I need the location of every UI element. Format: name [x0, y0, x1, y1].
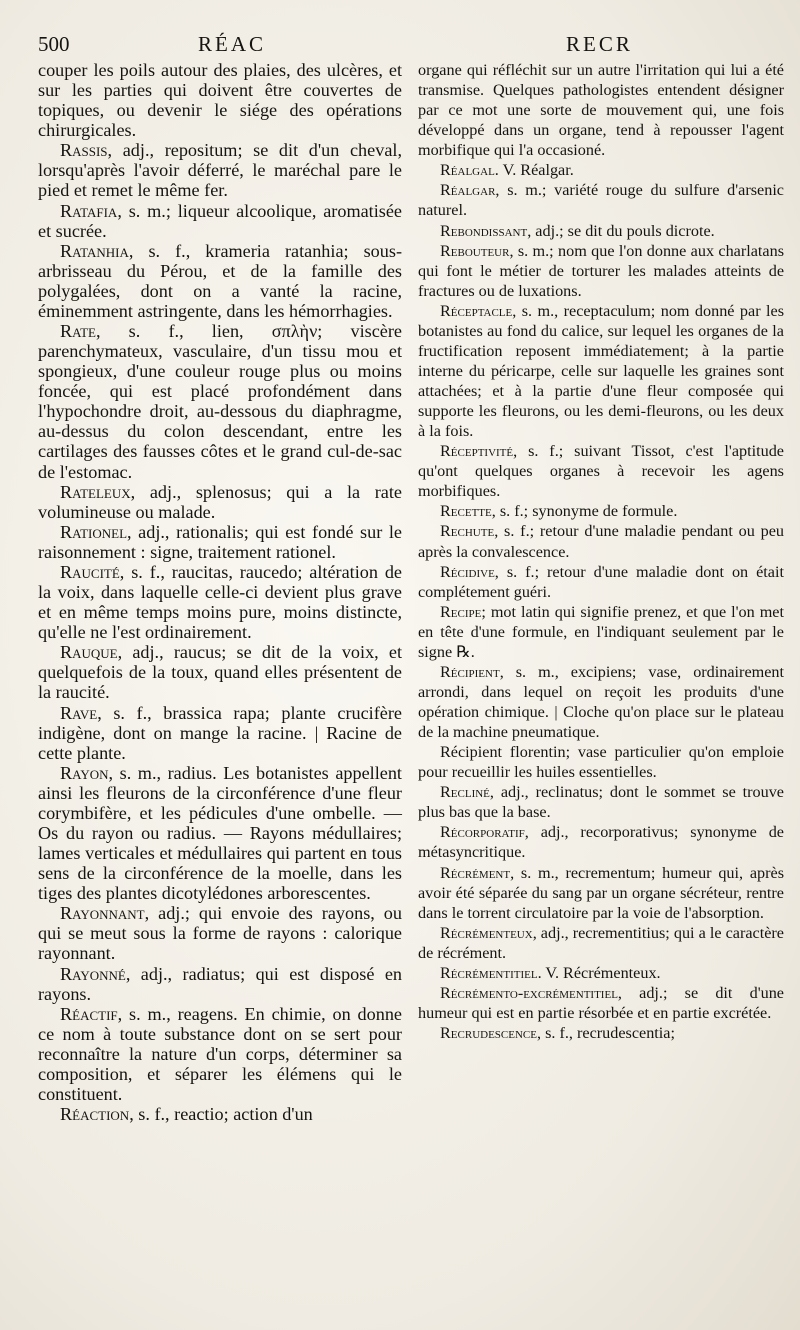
entry-definition: , s. f., krameria ratanhia; sous-arbrisseau du Pérou, et de la famille des polygalées, dont on a vanté la racine, éminemment astringente, dans les hémorrhagies.: [38, 240, 402, 321]
entry-definition: , s. f.; suivant Tissot, c'est l'aptitude qu'ont quelques organes à recevoir les agens morbifiques.: [418, 442, 784, 501]
left-column: [38, 60, 402, 1124]
entry-definition: , adj., repositum; se dit d'un cheval, lorsqu'après l'avoir déferré, le maréchal pare le pied et remet le même fer.: [38, 140, 402, 201]
entry-headword: Réalgar: [440, 181, 496, 200]
entry-headword: Rauque: [60, 642, 118, 663]
dictionary-entry: [38, 964, 402, 1004]
entry-headword: Rationel: [60, 521, 128, 542]
entry-definition: , s. m., reagens. En chimie, on donne ce nom à toute substance dont on se sert pour reconnaître la nature d'un corps, déterminer sa composition, et séparer les élémens qui le constituent.: [38, 1003, 402, 1104]
entry-definition: , adj., reclinatus; dont le sommet se trouve plus bas que la base.: [418, 783, 784, 822]
entry-definition: organe qui réfléchit sur un autre l'irritation qui lui a été transmise. Quelques pathologistes entendent désigner par ce mot une sorte de mouvement qui, une fois développé dans un organe, tend à repousser l'agent morbifique qui l'a occasioné.: [418, 61, 784, 160]
dictionary-entry: [38, 703, 402, 763]
entry-definition: , adj., recrementitius; qui a le caractère de récrément.: [418, 923, 784, 962]
entry-headword: Récrémento-excrémentitiel: [440, 983, 618, 1002]
entry-definition: , s. m.; liqueur alcoolique, aromatisée et sucrée.: [38, 200, 402, 241]
entry-headword: Récipient: [440, 662, 500, 681]
entry-headword: Récorporatif: [440, 823, 525, 842]
dictionary-entry: [418, 501, 784, 521]
dictionary-entry: [418, 521, 784, 561]
dictionary-entry: [418, 923, 784, 963]
entry-definition: . V. Réalgar.: [494, 161, 574, 180]
entry-definition: , adj., splenosus; qui a la rate volumineuse ou malade.: [38, 481, 402, 522]
dictionary-entry: [418, 441, 784, 501]
dictionary-entry: [38, 241, 402, 321]
entry-headword: Rate: [60, 321, 96, 342]
entry-definition: , adj., raucus; se dit de la voix, et quelquefois de la toux, quand elles présentent de la raucité.: [38, 642, 402, 703]
entry-definition: ; mot latin qui signifie prenez, et que l'on met en tête d'une formule, en l'indiquant seulement par le signe ℞.: [418, 602, 784, 661]
entry-headword: Rayon: [60, 762, 109, 783]
running-head-right: RECR: [566, 32, 633, 56]
entry-headword: Rave: [60, 702, 98, 723]
dictionary-entry: [418, 160, 784, 180]
entry-definition: , s. m., receptaculum; nom donné par les botanistes au fond du calice, sur lequel les organes de la fructification reposent immédiatement; à la partie interne du péricarpe, celle sur laquelle les graines sont attachées; et à la partie d'une fleur composée qui supporte les fleurons, ou les demi-fleurons, ou les deux à la fois.: [418, 301, 784, 441]
entry-definition: . V. Récrémenteux.: [537, 963, 661, 982]
entry-definition: , adj.; se dit d'une humeur qui est en partie résorbée et en partie excrétée.: [418, 983, 784, 1022]
dictionary-entry: [418, 241, 784, 301]
entry-headword: Rateleux: [60, 481, 131, 502]
entry-headword: Rebouteur: [440, 241, 510, 260]
entry-headword: Récidive: [440, 562, 495, 581]
entry-definition: , adj., radiatus; qui est disposé en rayons.: [38, 963, 402, 1004]
dictionary-entry: [38, 1104, 402, 1124]
dictionary-entry: [38, 1004, 402, 1104]
page-header: [38, 30, 778, 60]
dictionary-entry: [418, 662, 784, 742]
page-number: 500: [38, 32, 70, 56]
entry-definition: , adj.; qui envoie des rayons, ou qui se meut sous la forme de rayons : calorique rayonnant.: [38, 903, 402, 964]
entry-definition: , s. m., recrementum; humeur qui, après avoir été séparée du sang par un organe sécréteur, rentre dans le torrent circulatoire par la voie de l'absorption.: [418, 863, 784, 922]
dictionary-entry: [38, 642, 402, 702]
dictionary-entry: [418, 863, 784, 923]
entry-headword: Récrémentitiel: [440, 963, 538, 982]
dictionary-entry: [38, 903, 402, 963]
entry-headword: Réceptivité: [440, 442, 514, 461]
entry-definition: , s. f.; retour d'une maladie dont on était complétement guéri.: [418, 562, 784, 601]
entry-headword: Ratanhia: [60, 240, 129, 261]
entry-headword: Rayonnant: [60, 903, 145, 924]
entry-definition: , s. m.; variété rouge du sulfure d'arsenic naturel.: [418, 181, 784, 220]
dictionary-entry: [418, 562, 784, 602]
entry-headword: Récrément: [440, 863, 511, 882]
dictionary-entry: [38, 562, 402, 642]
entry-headword: Recliné: [440, 783, 490, 802]
entry-definition: , s. f., brassica rapa; plante crucifère indigène, dont on mange la racine. | Racine de cette plante.: [38, 702, 402, 763]
entry-definition: , s. f., raucitas, raucedo; altération de la voix, dans laquelle celle-ci devient plus grave et en même temps moins pure, moins distincte, qu'elle ne l'est ordinairement.: [38, 561, 402, 643]
right-column: [418, 60, 784, 1043]
entry-definition: , s. f.; retour d'une maladie pendant ou peu après la convalescence.: [418, 522, 784, 561]
entry-definition: , s. f., lien, σπλὴν; viscère parenchymateux, vasculaire, d'un tissu mou et spongieux, d'une couleur rouge plus ou moins foncée, qui est placé profondément dans l'hypochondre droit, au-dessous du diaphragme, au-dessus du colon descendant, entre les cartilages des fausses côtes et le grand cul-de-sac de l'estomac.: [38, 321, 402, 482]
entry-headword: Réceptacle: [440, 301, 513, 320]
entry-headword: Rebondissant: [440, 221, 528, 240]
dictionary-entry: [418, 301, 784, 441]
entry-definition: , s. m., radius. Les botanistes appellent ainsi les fleurons de la circonférence d'une fleur corymbifère, et les pédicules d'une ombelle. — Os du rayon ou radius. — Rayons médullaires; lames verticales et médullaires qui partent en tous sens de la circonférence de la moelle, dans les tiges des plantes dicotylédones arborescentes.: [38, 762, 402, 904]
entry-definition: couper les poils autour des plaies, des ulcères, et sur les parties qui doivent être couvertes de topiques, ou devenir le siége des opérations chirurgicales.: [38, 60, 402, 141]
dictionary-entry: [38, 522, 402, 562]
entry-headword: Rechute: [440, 522, 495, 541]
entry-headword: Recipe: [440, 602, 482, 621]
dictionary-entry: [418, 742, 784, 782]
dictionary-entry: [38, 763, 402, 904]
entry-headword: Rayonné: [60, 963, 126, 984]
entry-definition: , adj., recorporativus; synonyme de métasyncritique.: [418, 823, 784, 862]
entry-headword: Récrémenteux: [440, 923, 533, 942]
entry-headword: Ratafia: [60, 200, 118, 221]
dictionary-entry: [418, 822, 784, 862]
entry-headword: Rassis: [60, 140, 108, 161]
entry-definition: Récipient florentin; vase particulier qu'on emploie pour recueillir les huiles essentielles.: [418, 743, 784, 782]
entry-headword: Raucité: [60, 561, 120, 582]
dictionary-entry: [418, 983, 784, 1023]
dictionary-entry: [418, 963, 784, 983]
entry-definition: , s. f.; synonyme de formule.: [491, 502, 678, 521]
dictionary-entry: [418, 180, 784, 220]
dictionary-entry: [418, 221, 784, 241]
entry-definition: , s. f., reactio; action d'un: [129, 1104, 313, 1125]
dictionary-entry: [418, 782, 784, 822]
entry-definition: , adj., rationalis; qui est fondé sur le raisonnement : signe, traitement rationel.: [38, 521, 402, 562]
dictionary-entry: [38, 140, 402, 200]
entry-headword: Recrudescence: [440, 1024, 537, 1042]
entry-headword: Recette: [440, 502, 492, 521]
dictionary-entry: [38, 321, 402, 482]
dictionary-entry: [38, 201, 402, 241]
running-head-left: RÉAC: [198, 32, 267, 56]
entry-headword: Réalgal: [440, 161, 495, 180]
entry-headword: Réactif: [60, 1003, 118, 1024]
entry-definition: , s. m.; nom que l'on donne aux charlatans qui font le métier de torturer les malades atteints de fractures ou de luxations.: [418, 241, 784, 300]
dictionary-entry: [418, 602, 784, 662]
dictionary-entry: [38, 482, 402, 522]
entry-definition: , adj.; se dit du pouls dicrote.: [527, 221, 715, 240]
dictionary-entry: [38, 60, 402, 140]
dictionary-entry: [418, 1023, 784, 1043]
entry-headword: Réaction: [60, 1104, 130, 1125]
entry-definition: , s. m., excipiens; vase, ordinairement arrondi, dans lequel on reçoit les produits d'une opération chimique. | Cloche qu'on place sur le plateau de la machine pneumatique.: [418, 662, 784, 742]
dictionary-entry: [418, 60, 784, 160]
entry-definition: , s. f., recrudescentia;: [536, 1024, 675, 1042]
